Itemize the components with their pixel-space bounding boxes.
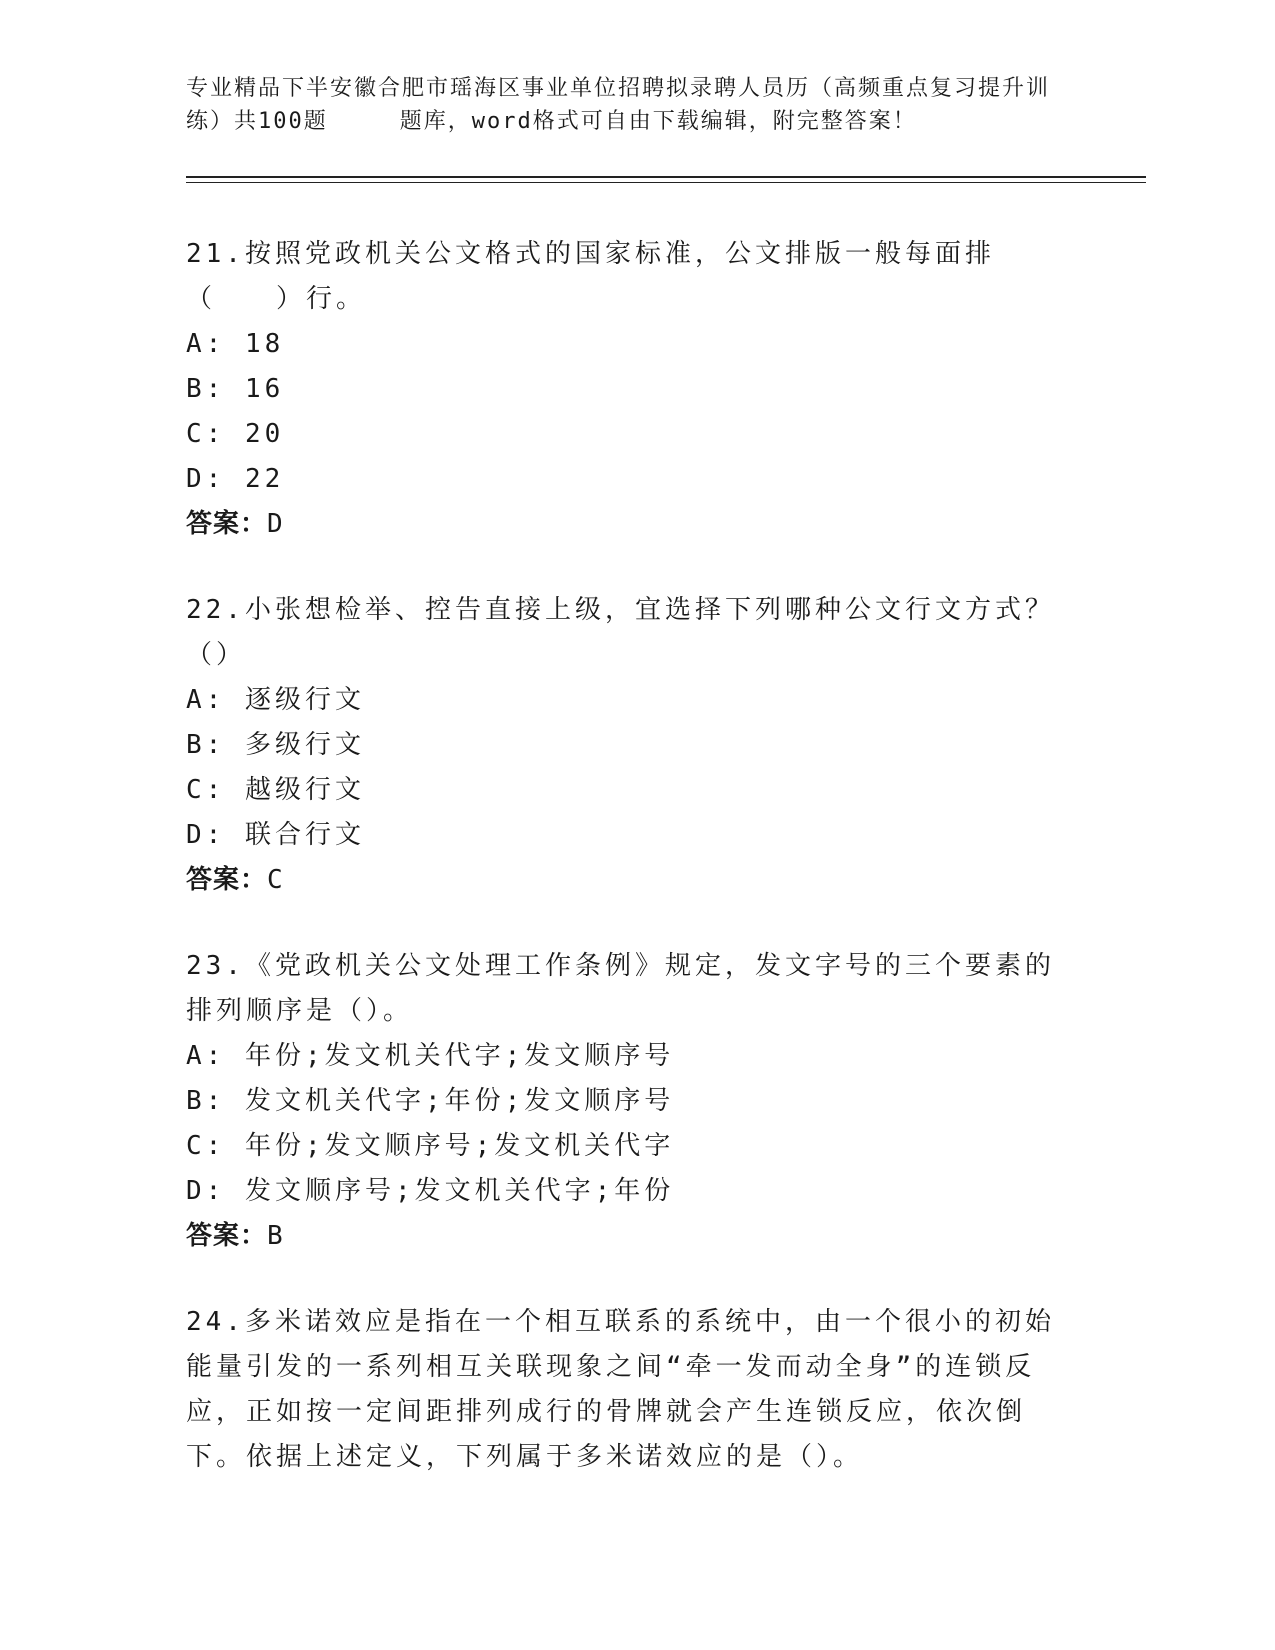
option-b: B: 多级行文 xyxy=(186,730,365,760)
option-list xyxy=(186,1034,1066,1214)
answer-label: 答案： xyxy=(186,509,268,539)
answer-label: 答案： xyxy=(186,865,268,895)
header-line-1: 专业精品下半安徽合肥市瑶海区事业单位招聘拟录聘人员历（高频重点复习提升训 xyxy=(186,76,1051,101)
option-list xyxy=(186,678,1066,858)
answer-value: D xyxy=(267,509,284,539)
answer xyxy=(186,1214,1066,1259)
option-d: D: 发文顺序号;发文机关代字;年份 xyxy=(186,1176,675,1206)
question-text: 21.按照党政机关公文格式的国家标准，公文排版一般每面排（ ）行。 xyxy=(186,239,995,314)
question-text: 24.多米诺效应是指在一个相互联系的系统中，由一个很小的初始能量引发的一系列相互关联现象之间“牵一发而动全身”的连锁反应，正如按一定间距排列成行的骨牌就会产生连锁反应，依次倒下。依据上述定义，下列属于多米诺效应的是（）。 xyxy=(186,1307,1055,1472)
option-c: C: 年份;发文顺序号;发文机关代字 xyxy=(186,1131,675,1161)
option-a: A: 18 xyxy=(186,329,285,359)
option-d: D: 22 xyxy=(186,464,285,494)
answer xyxy=(186,858,1066,903)
option-c: C: 越级行文 xyxy=(186,775,365,805)
option-a: A: 年份;发文机关代字;发文顺序号 xyxy=(186,1041,675,1071)
question-21 xyxy=(186,232,1066,547)
question-22 xyxy=(186,588,1066,903)
answer-value: C xyxy=(267,865,284,895)
header-line-2-part-a: 练）共100题 xyxy=(186,109,328,134)
answer xyxy=(186,502,1066,547)
option-d: D: 联合行文 xyxy=(186,820,365,850)
header-line-2 xyxy=(186,105,1086,138)
header-divider-thin xyxy=(186,182,1146,183)
option-b: B: 发文机关代字;年份;发文顺序号 xyxy=(186,1086,675,1116)
header-divider-thick xyxy=(186,176,1146,178)
answer-label: 答案： xyxy=(186,1221,268,1251)
option-a: A: 逐级行文 xyxy=(186,685,365,715)
answer-value: B xyxy=(267,1221,284,1251)
option-c: C: 20 xyxy=(186,419,285,449)
question-text: 22.小张想检举、控告直接上级，宜选择下列哪种公文行文方式？（） xyxy=(186,595,1055,670)
document-header xyxy=(186,72,1086,138)
option-b: B: 16 xyxy=(186,374,285,404)
option-list xyxy=(186,322,1066,502)
question-24 xyxy=(186,1300,1066,1480)
header-line-2-part-b: 题库，word格式可自由下载编辑，附完整答案！ xyxy=(399,109,917,134)
question-text: 23.《党政机关公文处理工作条例》规定，发文字号的三个要素的排列顺序是（）。 xyxy=(186,951,1055,1026)
question-list xyxy=(186,232,1066,1521)
question-23 xyxy=(186,944,1066,1259)
